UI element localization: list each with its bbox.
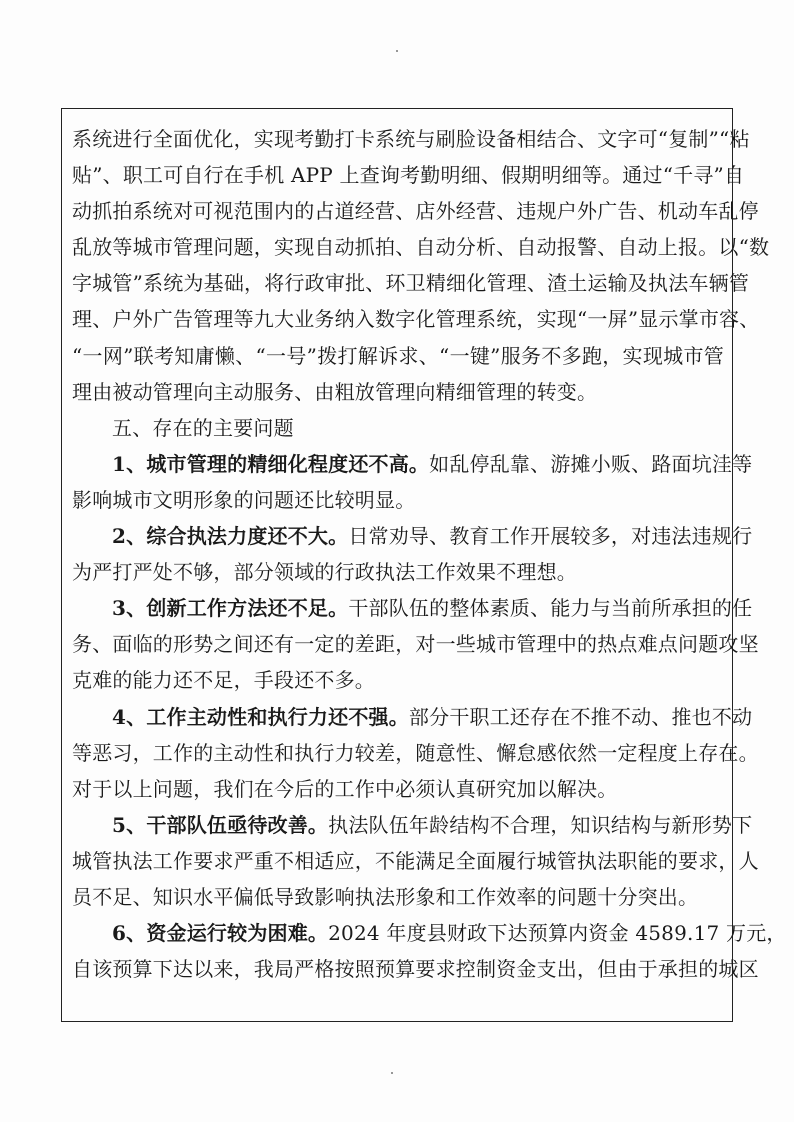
item-first-line — [72, 915, 787, 951]
item-title: 4、工作主动性和执行力还不强。 — [112, 704, 409, 729]
body-line: 自该预算下达以来，我局严格按照预算要求控制资金支出，但由于承担的城区 — [72, 957, 759, 982]
item-text: 部分干职工还存在不推不动、推也不动 — [408, 704, 753, 729]
body-line: 克难的能力还不足，手段还不多。 — [72, 668, 375, 693]
item-title: 6、资金运行较为困难。 — [112, 921, 329, 946]
item-first-line — [72, 590, 753, 626]
scan-speck — [396, 50, 398, 52]
scan-speck — [391, 1072, 393, 1074]
body-line: 动抓拍系统对可视范围内的占道经营、店外经营、违规户外广告、机动车乱停 — [72, 199, 759, 224]
item-first-line — [72, 446, 753, 482]
item-title: 2、综合执法力度还不大。 — [112, 524, 349, 549]
item-title: 3、创新工作方法还不足。 — [112, 596, 349, 621]
body-line: 理由被动管理向主动服务、由粗放管理向精细管理的转变。 — [72, 379, 598, 404]
item-text: 执法队伍年龄结构不合理，知识结构与新形势下 — [328, 812, 753, 837]
item-text: 如乱停乱靠、游摊小贩、路面坑洼等 — [429, 451, 753, 476]
bordered-text-box — [61, 108, 787, 1022]
body-line: 系统进行全面优化，实现考勤打卡系统与刷脸设备相结合、文字可“复制”“粘 — [72, 127, 750, 151]
body-line: 城管执法工作要求严重不相适应，不能满足全面履行城管执法职能的要求，人 — [72, 848, 759, 873]
item-title: 5、干部队伍亟待改善。 — [112, 812, 329, 837]
body-line: 贴”、职工可自行在手机 APP 上查询考勤明细、假期明细等。通过“千寻”自 — [72, 163, 745, 188]
body-line: 务、面临的形势之间还有一定的差距，对一些城市管理中的热点难点问题攻坚 — [72, 632, 759, 657]
body-line: 影响城市文明形象的问题还比较明显。 — [72, 487, 416, 512]
item-first-line — [72, 807, 753, 843]
item-text: 日常劝导、教育工作开展较多，对违法违规行 — [348, 524, 753, 549]
item-first-line — [72, 699, 753, 735]
body-line: 等恶习，工作的主动性和执行力较差，随意性、懈怠感依然一定程度上存在。 — [72, 740, 759, 765]
body-line: 对于以上问题，我们在今后的工作中必须认真研究加以解决。 — [72, 776, 618, 801]
item-first-line — [72, 518, 753, 554]
item-text: 干部队伍的整体素质、能力与当前所承担的任 — [348, 596, 753, 621]
body-line: 为严打严处不够，部分领域的行政执法工作效果不理想。 — [72, 560, 577, 585]
item-title: 1、城市管理的精细化程度还不高。 — [112, 451, 430, 476]
body-line: 乱放等城市管理问题，实现自动抓拍、自动分析、自动报警、自动上报。以“数 — [72, 235, 770, 260]
section-heading: 五、存在的主要问题 — [112, 415, 294, 440]
body-line: 员不足、知识水平偏低导致影响执法形象和工作效率的问题十分突出。 — [72, 884, 699, 909]
item-text: 2024 年度县财政下达预算内资金 4589.17 万元， — [328, 921, 787, 946]
body-line: “一网”联考知庸懒、“一号”拨打解诉求、“一键”服务不多跑，实现城市管 — [72, 343, 724, 368]
body-line: 理、户外广告管理等九大业务纳入数字化管理系统，实现“一屏”显示掌市容、 — [72, 307, 760, 332]
document-body — [72, 121, 787, 987]
body-line: 字城管”系统为基础，将行政审批、环卫精细化管理、渣土运输及执法车辆管 — [72, 271, 750, 296]
